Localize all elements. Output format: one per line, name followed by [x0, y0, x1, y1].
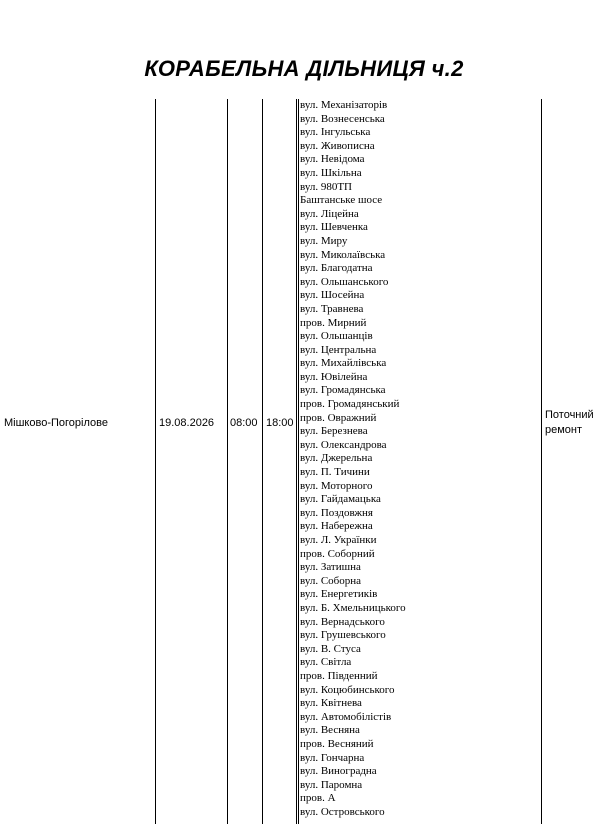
street-item: пров. Громадянський	[300, 398, 400, 411]
street-item: вул. Гайдамацька	[300, 493, 381, 506]
street-item: вул. Грушевського	[300, 629, 386, 642]
street-item: вул. Ювілейна	[300, 370, 368, 383]
street-item: вул. Інгульська	[300, 126, 371, 139]
street-item: вул. Набережна	[300, 520, 373, 533]
street-item: вул. Затишна	[300, 561, 361, 574]
column-divider	[155, 99, 156, 824]
street-item: вул. Л. Українки	[300, 534, 377, 546]
street-item: вул. Невідома	[300, 153, 365, 166]
page-title: КОРАБЕЛЬНА ДІЛЬНИЦЯ ч.2	[144, 56, 464, 81]
street-item: вул. Михайлівська	[300, 357, 387, 370]
street-item: пров. Мирний	[300, 316, 367, 329]
street-item: вул. Паромна	[300, 778, 363, 791]
street-item: вул. Коцюбинського	[300, 683, 395, 696]
street-item: вул. Вернадського	[300, 615, 385, 628]
street-item: вул. Громадянська	[300, 384, 386, 397]
street-item: вул. Шкільна	[300, 166, 362, 179]
street-item: вул. Гончарна	[300, 751, 365, 764]
street-item: пров. А	[300, 792, 336, 805]
locality-cell: Мішково-Погорілове	[4, 417, 108, 429]
column-divider	[227, 99, 228, 824]
street-item: вул. Соборна	[300, 574, 362, 587]
column-divider	[541, 99, 542, 824]
street-item: вул. Миколаївська	[300, 248, 386, 261]
reason-cell	[545, 408, 594, 438]
street-item: вул. 980ТП	[300, 180, 352, 193]
street-item: вул. Шосейна	[300, 289, 365, 302]
street-item: вул. Миру	[300, 234, 348, 247]
street-item: вул. П. Тичини	[300, 466, 370, 479]
reason-line: Поточний	[545, 409, 594, 421]
street-item: вул. Живописна	[300, 139, 375, 152]
street-item: вул. Енергетиків	[300, 588, 378, 601]
street-item: вул. Ліцейна	[300, 207, 359, 220]
column-divider	[262, 99, 263, 824]
reason-line: ремонт	[545, 424, 583, 436]
street-item: пров. Весняний	[300, 737, 374, 750]
street-item: вул. Б. Хмельницького	[300, 601, 406, 614]
street-item: пров. Південний	[300, 669, 378, 682]
street-item: вул. Поздовжня	[300, 506, 373, 519]
street-list	[300, 99, 406, 819]
street-item: вул. Ольшанського	[300, 275, 389, 288]
street-item: вул. Виноградна	[300, 765, 377, 778]
street-item: вул. Центральна	[300, 343, 377, 356]
column-divider	[298, 99, 299, 824]
street-item: вул. Ольшанців	[300, 330, 373, 343]
time-end-cell: 18:00	[266, 417, 294, 429]
street-item: пров. Овражний	[300, 411, 377, 424]
time-start-cell: 08:00	[230, 417, 258, 429]
street-item: вул. Квітнева	[300, 697, 362, 710]
street-item: вул. Весняна	[300, 724, 360, 737]
street-item: вул. Світла	[300, 656, 352, 669]
street-item: вул. Моторного	[300, 479, 373, 492]
street-item: вул. Березнева	[300, 425, 368, 438]
street-item: вул. Олександрова	[300, 438, 387, 451]
street-item: вул. В. Стуса	[300, 642, 361, 655]
street-item: пров. Соборний	[300, 547, 375, 560]
street-item: вул. Джерельна	[300, 452, 373, 465]
street-item: вул. Вознесенська	[300, 112, 385, 125]
street-item: вул. Автомобілістів	[300, 710, 392, 723]
date-cell: 19.08.2026	[159, 417, 215, 429]
street-item: вул. Механізаторів	[300, 99, 388, 111]
street-item: вул. Островського	[300, 805, 385, 818]
street-item: вул. Благодатна	[300, 262, 373, 275]
street-item: вул. Шевченка	[300, 221, 368, 234]
street-item: вул. Травнева	[300, 302, 364, 315]
column-divider	[296, 99, 297, 824]
street-item: Баштанське шосе	[300, 194, 383, 207]
